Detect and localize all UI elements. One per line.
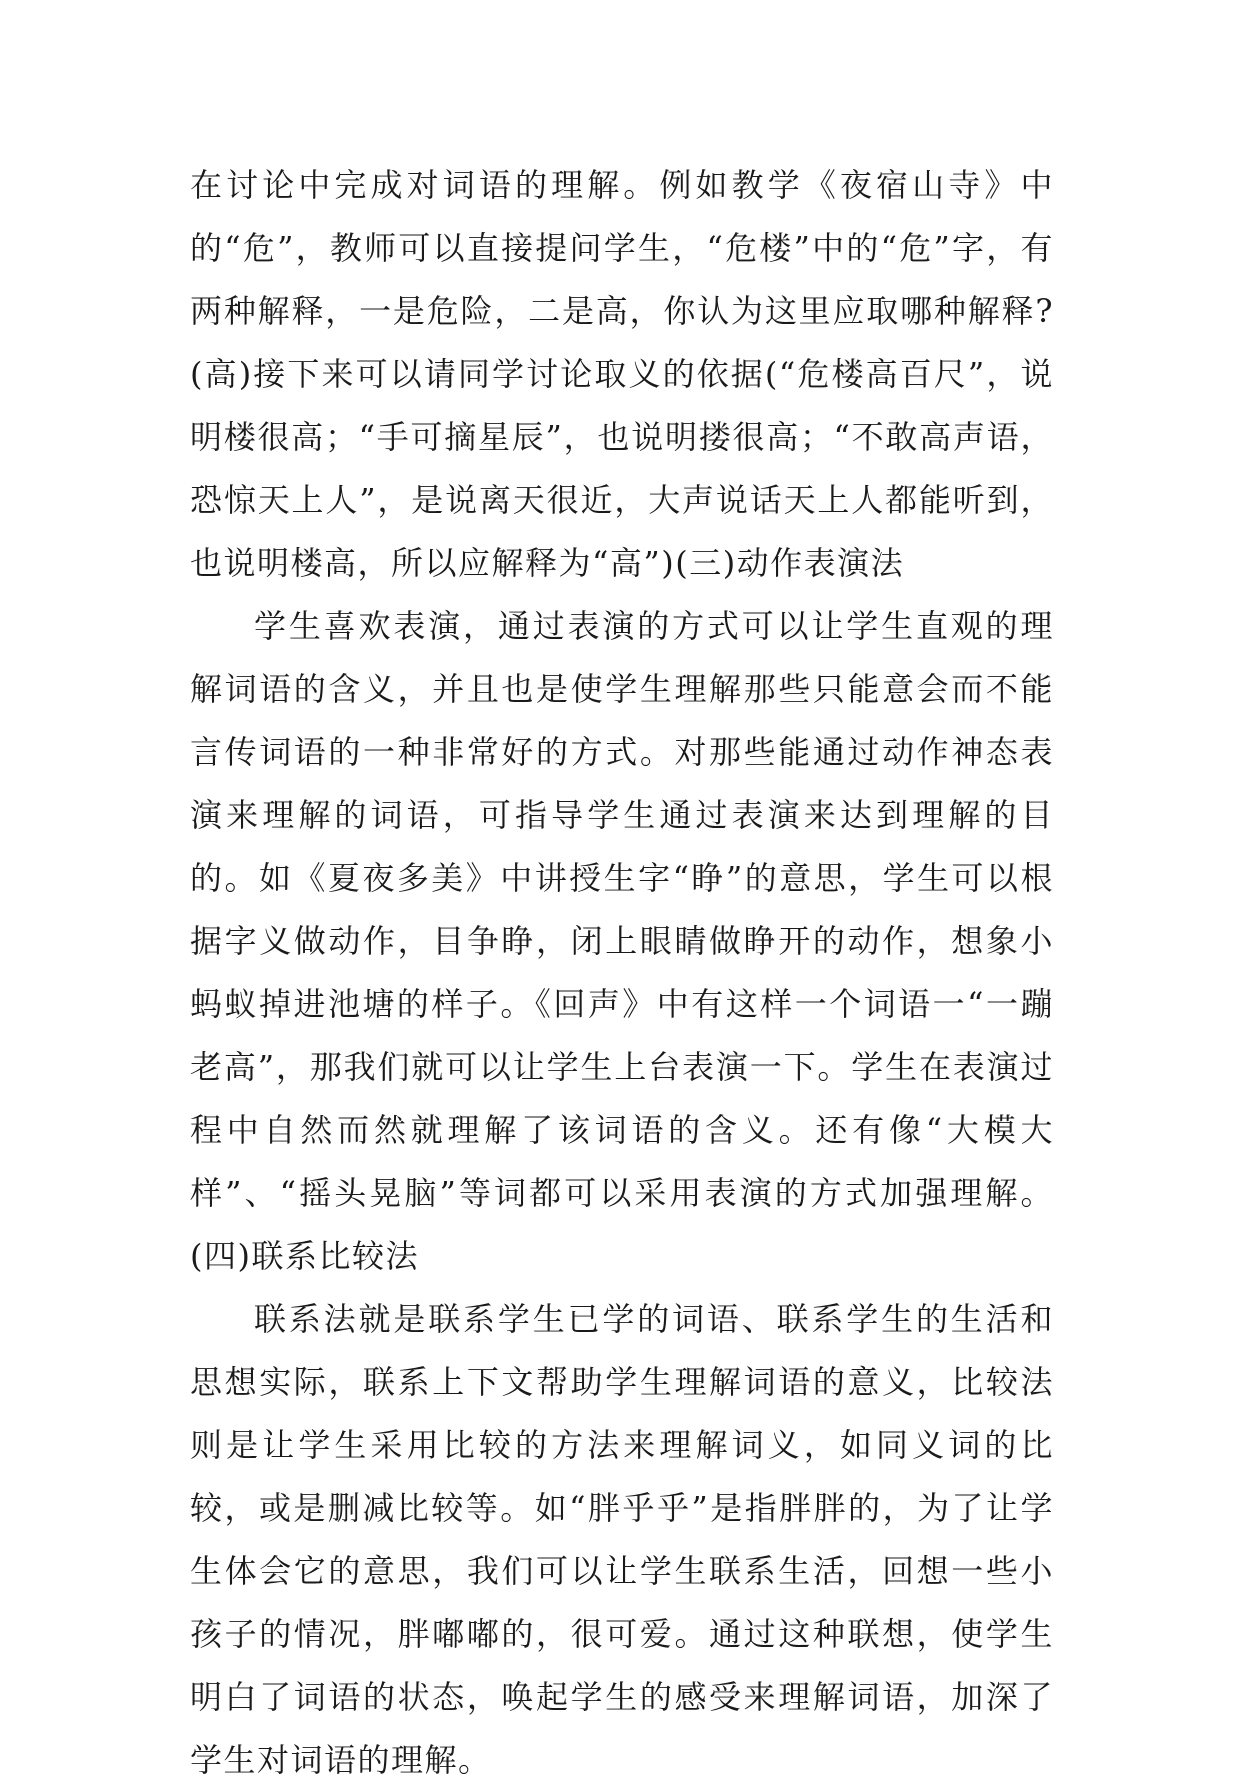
document-page xyxy=(190,154,1054,1792)
paragraph-continuation: 在讨论中完成对词语的理解。例如教学《夜宿山寺》中的“危”，教师可以直接提问学生，“危楼”中的“危”字，有两种解释，一是危险，二是高，你认为这里应取哪种解释?(高)接下来可以请同学讨论取义的依据(“危楼高百尺”，说明楼很高；“手可摘星辰”，也说明搂很高；“不敢高声语，恐惊天上人”，是说离天很近，大声说话天上人都能听到，也说明楼高，所以应解释为“高”)(三)动作表演法 xyxy=(190,166,1054,582)
paragraph-contact-comparison: 联系法就是联系学生已学的词语、联系学生的生活和思想实际，联系上下文帮助学生理解词语的意义，比较法则是让学生采用比较的方法来理解词义，如同义词的比较，或是删减比较等。如“胖乎乎”是指胖胖的，为了让学生体会它的意思，我们可以让学生联系生活，回想一些小孩子的情况，胖嘟嘟的，很可爱。通过这种联想，使学生明白了词语的状态，唤起学生的感受来理解词语，加深了学生对词语的理解。 xyxy=(190,1300,1054,1779)
paragraph-action-performance: 学生喜欢表演，通过表演的方式可以让学生直观的理解词语的含义，并且也是使学生理解那些只能意会而不能言传词语的一种非常好的方式。对那些能通过动作神态表演来理解的词语，可指导学生通过表演来达到理解的目的。如《夏夜多美》中讲授生字“睁”的意思，学生可以根据字义做动作，目争睁，闭上眼睛做睁开的动作，想象小蚂蚁掉进池塘的样子。《回声》中有这样一个词语一“一蹦老高”，那我们就可以让学生上台表演一下。学生在表演过程中自然而然就理解了该词语的含义。还有像“大模大样”、“摇头晃脑”等词都可以采用表演的方式加强理解。(四)联系比较法 xyxy=(190,607,1054,1275)
